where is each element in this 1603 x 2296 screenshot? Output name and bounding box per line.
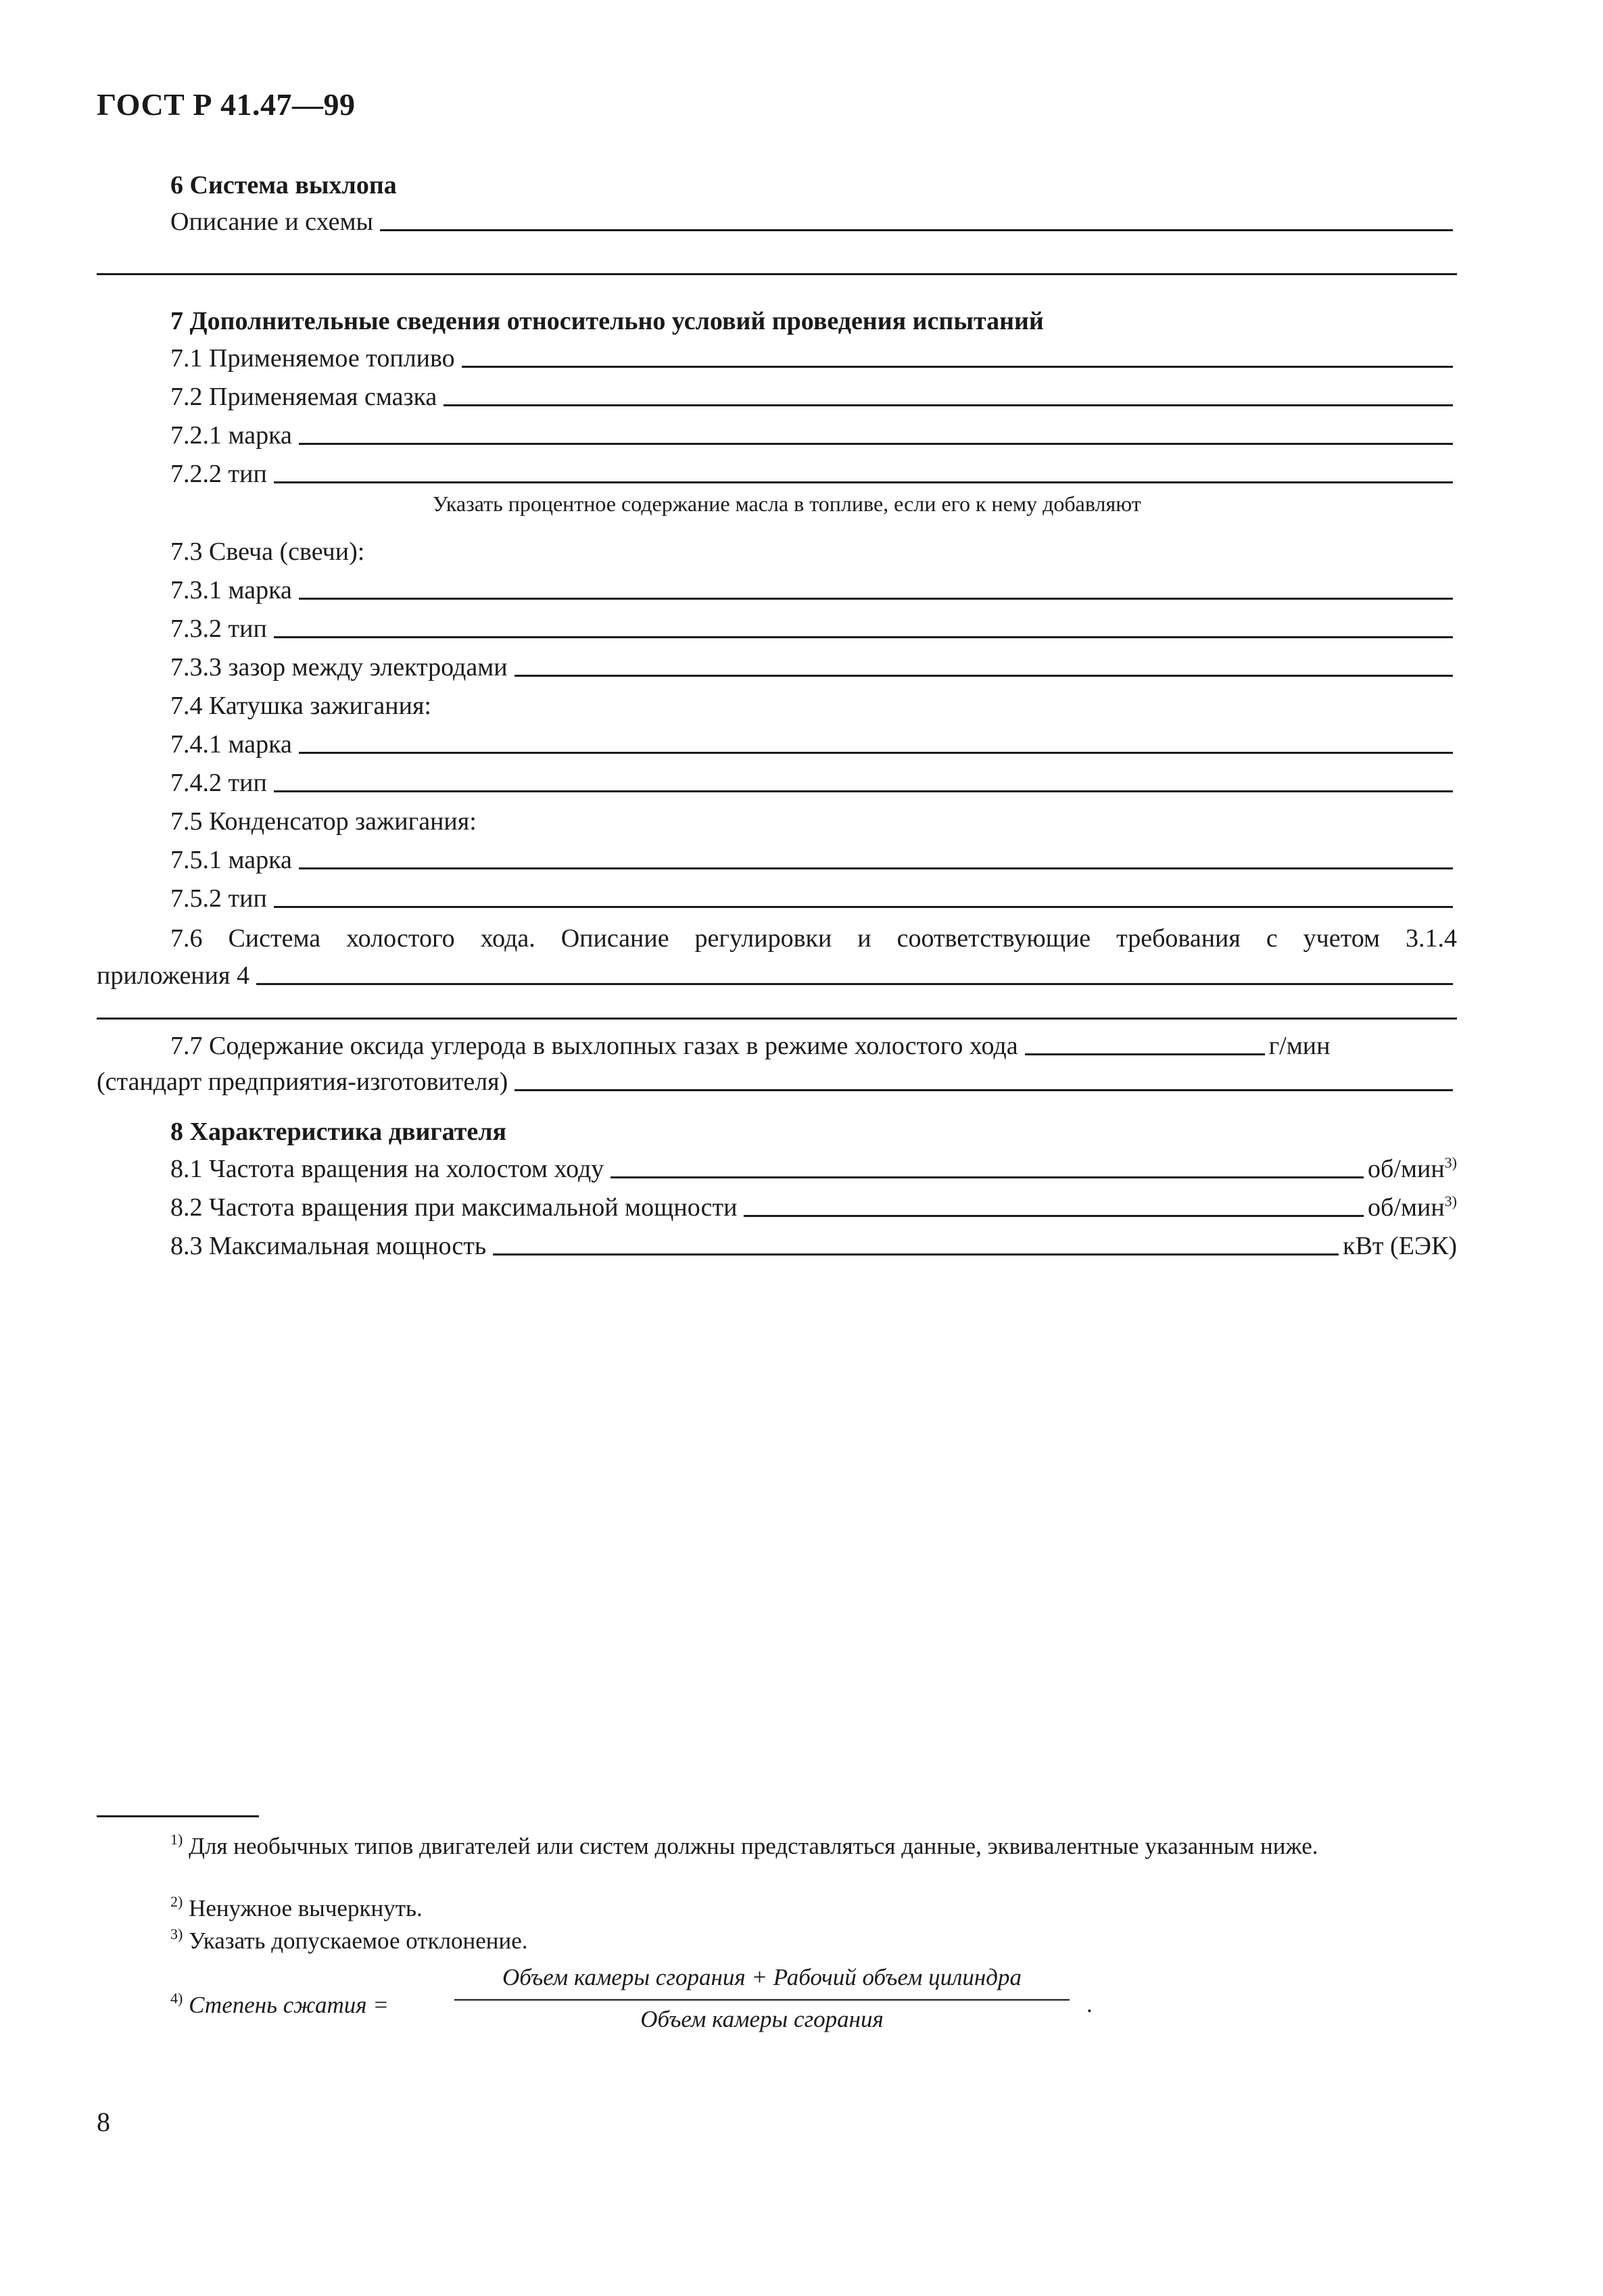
blank-line[interactable] xyxy=(97,273,1457,275)
field-label: Описание и схемы xyxy=(170,208,374,236)
blank-line[interactable] xyxy=(299,751,1453,754)
field-7-7-standard xyxy=(97,1063,1457,1097)
footnote-mark: 3) xyxy=(170,1926,183,1942)
blank-line[interactable] xyxy=(299,867,1453,869)
field-7-4 xyxy=(170,687,1457,721)
field-7-3 xyxy=(170,533,1457,567)
footnote-mark: 4) xyxy=(170,1990,183,2007)
field-7-5 xyxy=(170,803,1457,836)
field-7-3-1 xyxy=(170,571,1457,605)
field-label: 7.7 Содержание оксида углерода в выхлопных газах в режиме холостого хода xyxy=(170,1032,1018,1060)
blank-line[interactable] xyxy=(274,481,1453,483)
blank-line[interactable] xyxy=(256,982,1453,985)
field-label: 8.3 Максимальная мощность xyxy=(170,1232,487,1260)
field-7-4-2 xyxy=(170,764,1457,798)
blank-line[interactable] xyxy=(299,442,1453,445)
field-unit: об/мин$^{3)}$ xyxy=(1368,1154,1457,1183)
footnote-ref: 3) xyxy=(1444,1154,1457,1171)
footnote-text: Для необычных типов двигателей или систем должны представляться данные, эквивалентные указанным ниже. xyxy=(189,1833,1318,1859)
field-label: 8.1 Частота вращения на холостом ходу xyxy=(170,1155,604,1183)
field-7-6 xyxy=(97,921,1457,957)
field-label: 7.2.1 марка xyxy=(170,421,292,450)
field-hint: Указать процентное содержание масла в топливе, если его к нему добавляют xyxy=(433,492,1141,516)
field-label: 7.5.2 тип xyxy=(170,884,267,913)
field-7-5-1 xyxy=(170,841,1457,875)
field-label: 7.5 Конденсатор зажигания: xyxy=(170,807,477,836)
field-label: 7.3.2 тип xyxy=(170,615,267,643)
footnote-ref: 3) xyxy=(1444,1193,1457,1210)
formula-numerator: Объем камеры сгорания + Рабочий объем цилиндра xyxy=(502,1964,1022,1990)
footnote-3 xyxy=(0,1919,1457,1957)
blank-line[interactable] xyxy=(515,674,1453,677)
field-8-3 xyxy=(170,1227,1457,1261)
footnote-separator xyxy=(97,1815,259,1817)
field-7-4-1 xyxy=(170,725,1457,759)
blank-line[interactable] xyxy=(274,905,1453,908)
field-7-5-2 xyxy=(170,880,1457,913)
blank-line[interactable] xyxy=(444,404,1453,406)
fraction-bar xyxy=(454,1999,1070,2001)
formula-lhs xyxy=(170,1990,389,2019)
field-7-1 xyxy=(170,339,1457,373)
field-label: 7.3.1 марка xyxy=(170,576,292,604)
field-label: 7.2.2 тип xyxy=(170,460,267,488)
field-label: (стандарт предприятия-изготовителя) xyxy=(97,1068,508,1096)
field-label: 7.3 Свеча (свечи): xyxy=(170,537,365,566)
blank-line[interactable] xyxy=(493,1253,1339,1255)
field-label: 7.6 Система холостого хода. Описание регулировки и соответствующие требования с учетом 3.1.4 xyxy=(170,924,1457,953)
field-label: 7.1 Применяемое топливо xyxy=(170,344,455,373)
footnote-mark: 2) xyxy=(170,1893,183,1910)
footnote-1 xyxy=(97,1824,1457,1862)
document-code: ГОСТ Р 41.47—99 xyxy=(97,87,356,122)
field-7-3-3 xyxy=(170,648,1457,682)
field-label: 7.4 Катушка зажигания: xyxy=(170,692,431,720)
blank-line[interactable] xyxy=(274,636,1453,638)
field-unit: кВт (ЕЭК) xyxy=(1343,1232,1457,1260)
field-label: 8.2 Частота вращения при максимальной мощности xyxy=(170,1193,738,1222)
field-7-2 xyxy=(170,378,1457,412)
formula-period: . xyxy=(1086,1991,1093,2017)
field-label: 7.4.1 марка xyxy=(170,730,292,759)
blank-line[interactable] xyxy=(744,1214,1364,1217)
field-label: приложения 4 xyxy=(97,961,249,990)
blank-line[interactable] xyxy=(611,1176,1364,1178)
field-label: 7.3.3 зазор между электродами xyxy=(170,653,508,681)
footnote-mark: 1) xyxy=(170,1831,183,1848)
section-6-title: 6 Система выхлопа xyxy=(170,171,397,199)
field-7-6-appendix xyxy=(97,957,1457,990)
field-unit: г/мин xyxy=(1268,1032,1331,1060)
field-8-2 xyxy=(170,1189,1457,1222)
blank-line[interactable] xyxy=(1025,1053,1265,1055)
field-7-2-2 xyxy=(170,455,1457,489)
footnote-text: Ненужное вычеркнуть. xyxy=(189,1895,423,1921)
blank-line[interactable] xyxy=(274,790,1453,792)
formula-denominator: Объем камеры сгорания xyxy=(640,2006,884,2032)
field-exhaust-description xyxy=(170,203,1457,237)
footnote-4-formula xyxy=(170,1964,1117,2045)
formula-lhs-text: Степень сжатия = xyxy=(189,1992,389,2018)
blank-line[interactable] xyxy=(299,597,1453,600)
section-8-title: 8 Характеристика двигателя xyxy=(170,1118,507,1146)
field-label: 7.2 Применяемая смазка xyxy=(170,383,437,411)
footnote-text: Указать допускаемое отклонение. xyxy=(189,1928,528,1954)
field-7-2-1 xyxy=(170,416,1457,450)
page-number: 8 xyxy=(97,2107,110,2137)
field-7-3-2 xyxy=(170,610,1457,644)
blank-line[interactable] xyxy=(380,229,1453,231)
field-unit: об/мин$^{3)}$ xyxy=(1368,1193,1457,1222)
field-8-1 xyxy=(170,1150,1457,1184)
blank-line[interactable] xyxy=(462,365,1453,368)
field-7-7 xyxy=(170,1027,1457,1061)
field-label: 7.4.2 тип xyxy=(170,769,267,797)
blank-line[interactable] xyxy=(515,1089,1453,1091)
blank-line[interactable] xyxy=(97,1018,1457,1020)
field-label: 7.5.1 марка xyxy=(170,846,292,874)
section-7-title: 7 Дополнительные сведения относительно условий проведения испытаний xyxy=(170,307,1044,335)
